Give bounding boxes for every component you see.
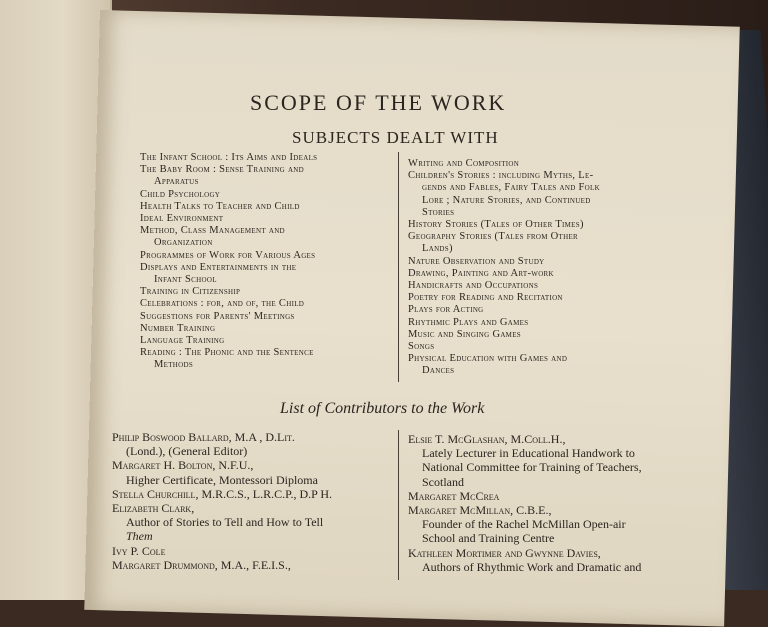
subject-line: Child Psychology — [140, 188, 221, 200]
subject-line: The Baby Room : Sense Training and — [140, 164, 305, 176]
subject-line: Infant School — [154, 274, 217, 286]
contributor-line: Authors of Rhythmic Work and Dramatic and — [422, 559, 642, 574]
contributor-line: Kathleen Mortimer and Gwynne Davies, — [408, 545, 601, 560]
subject-line: Children's Stories : including Myths, Le- — [408, 170, 594, 182]
subject-line: Music and Singing Games — [408, 328, 521, 340]
subject-line: Health Talks to Teacher and Child — [140, 200, 300, 212]
subject-line: Language Training — [140, 335, 225, 347]
contributor-line: Elizabeth Clark, — [112, 501, 195, 516]
subject-line: Writing and Composition — [408, 158, 520, 169]
subject-line: Apparatus — [154, 176, 199, 188]
contributor-line: Margaret McMillan, C.B.E., — [408, 503, 552, 518]
subject-line: History Stories (Tales of Other Times) — [408, 219, 584, 231]
contributor-line: Philip Boswood Ballard, M.A , D.Lit. — [112, 430, 295, 444]
contributor-line: National Committee for Training of Teachers, — [422, 460, 642, 475]
contributor-line: (Lond.), (General Editor) — [126, 444, 248, 459]
contributor-line: Higher Certificate, Montessori Diploma — [126, 472, 318, 487]
contributor-line: Margaret McCrea — [408, 488, 500, 503]
contributor-line: Elsie T. McGlashan, M.Coll.H., — [408, 432, 566, 446]
subject-line: The Infant School : Its Aims and Ideals — [140, 152, 318, 163]
subjects-left-column — [140, 152, 317, 372]
subject-line: Nature Observation and Study — [408, 255, 545, 267]
subject-line: Handicrafts and Occupations — [408, 280, 539, 292]
contributor-line: Lately Lecturer in Educational Handwork to — [422, 446, 635, 461]
contributors-left-column — [112, 430, 332, 572]
subject-line: Geography Stories (Tales from Other — [408, 231, 579, 243]
subject-line: Lands) — [422, 243, 453, 255]
subject-line: Celebrations : for, and of, the Child — [140, 298, 305, 310]
subject-line: Methods — [154, 359, 194, 371]
subject-line: Displays and Entertainments in the — [140, 261, 297, 273]
subject-line: Drawing, Painting and Art-work — [408, 267, 554, 279]
subject-line: Stories — [422, 206, 455, 218]
contributor-line: Margaret Drummond, M.A., F.E.I.S., — [112, 557, 291, 572]
contributor-line: School and Training Centre — [422, 531, 555, 546]
subject-line: Ideal Environment — [140, 213, 224, 225]
page-title: SCOPE OF THE WORK — [250, 90, 507, 115]
subject-line: Dances — [422, 365, 455, 377]
contributor-line: Author of Stories to Tell and How to Tell — [126, 515, 324, 530]
subject-line: Plays for Acting — [408, 304, 484, 316]
subject-line: Suggestions for Parents' Meetings — [140, 310, 295, 322]
contributor-line: Ivy P. Cole — [112, 543, 166, 558]
contributor-line: Stella Churchill, M.R.C.S., L.R.C.P., D.P H. — [112, 486, 333, 501]
subject-line: Training in Citizenship — [140, 286, 241, 298]
subject-line: Lore ; Nature Stories, and Continued — [422, 194, 591, 206]
subject-line: Method, Class Management and — [140, 225, 285, 237]
contributor-line: Founder of the Rachel McMillan Open-air — [422, 517, 626, 532]
subject-line: Rhythmic Plays and Games — [408, 316, 529, 328]
page-subtitle: SUBJECTS DEALT WITH — [292, 128, 499, 147]
contributors-right-column — [408, 432, 642, 574]
subject-line: Songs — [408, 341, 435, 353]
subject-line: Poetry for Reading and Recitation — [408, 292, 563, 304]
subject-line: Reading : The Phonic and the Sentence — [140, 347, 314, 359]
contributor-line: Margaret H. Bolton, N.F.U., — [112, 458, 254, 473]
subjects-right-column — [408, 158, 600, 378]
column-divider — [398, 152, 399, 382]
subject-line: Physical Education with Games and — [408, 353, 568, 365]
contributor-line: Them — [126, 529, 153, 544]
subject-line: Organization — [154, 237, 213, 249]
contributor-line: Scotland — [422, 474, 464, 489]
contributors-heading: List of Contributors to the Work — [280, 400, 485, 417]
subject-line: Number Training — [140, 322, 216, 334]
subject-line: Programmes of Work for Various Ages — [140, 249, 316, 261]
column-divider — [398, 430, 399, 580]
subject-line: gends and Fables, Fairy Tales and Folk — [422, 182, 600, 194]
